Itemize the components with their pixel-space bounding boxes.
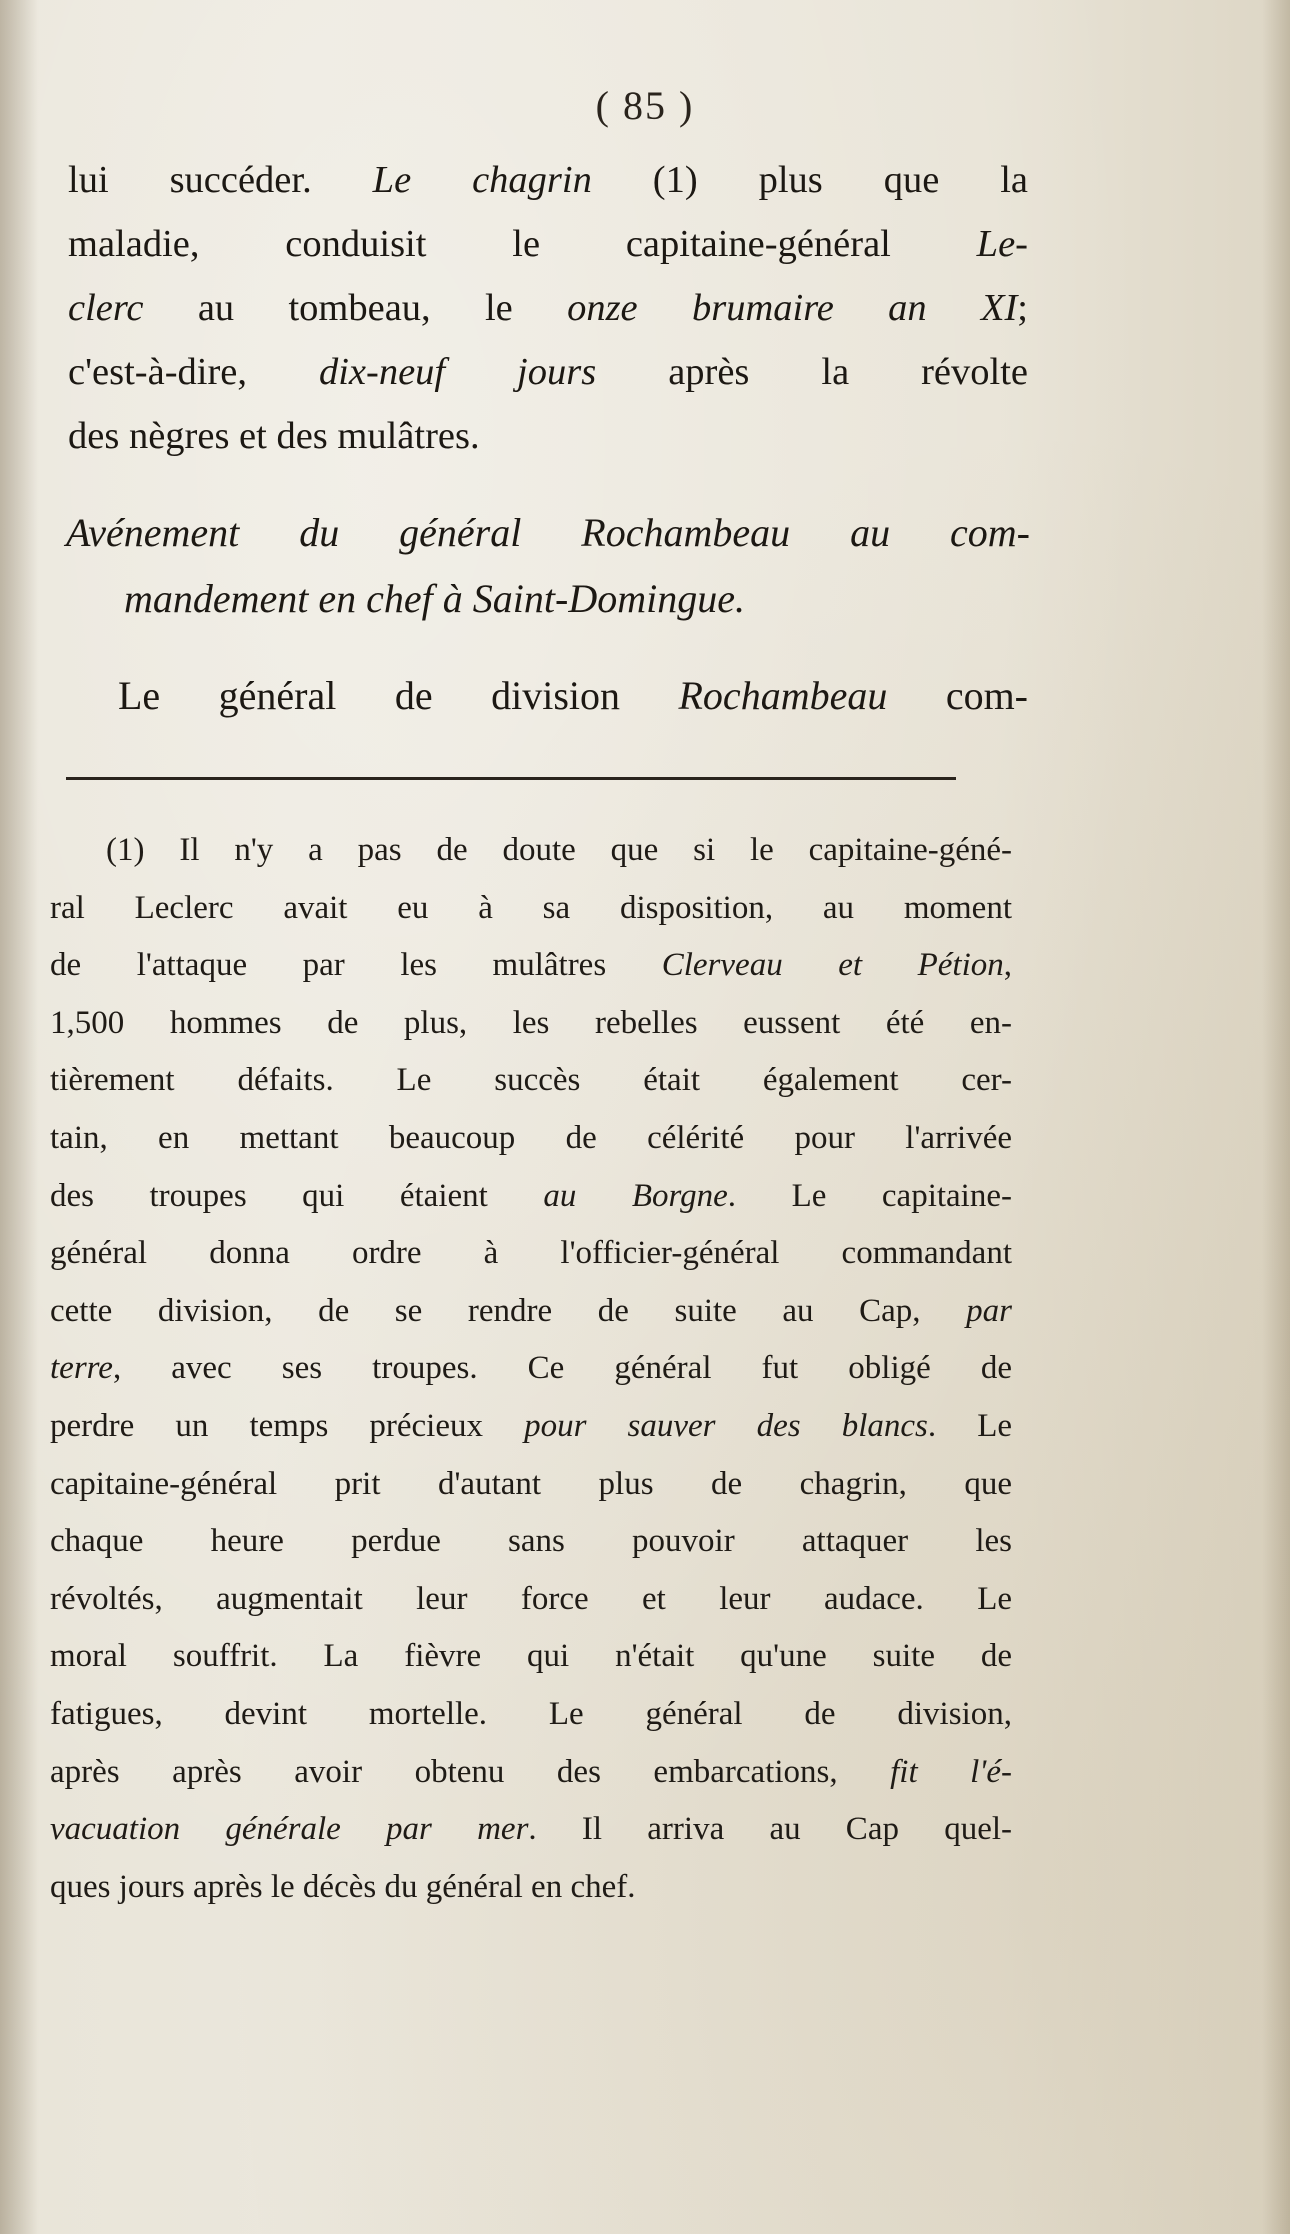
main-line-3 [68, 276, 1028, 340]
footnote-line-3-part-1: de l'attaque par les mulâtres [50, 947, 662, 984]
footnote-line-11-part-1: perdre un temps précieux [50, 1407, 525, 1444]
main-line-2-part-2: Le- [976, 223, 1028, 265]
footnote-line-6 [50, 1110, 1012, 1168]
footnote-line-11-part-2: pour sauver des blancs [524, 1407, 928, 1444]
footnote-line-4 [50, 995, 1012, 1053]
footnote-line-19 [50, 1859, 1012, 1917]
footnote-line-16-part-1: fatigues, devint mortelle. Le général de division, [50, 1695, 1012, 1732]
footnote-line-8-part-1: général donna ordre à l'officier-général commandant [50, 1235, 1012, 1272]
footnote-line-13 [50, 1513, 1012, 1571]
main-line-3-part-5: ; [1017, 287, 1028, 329]
main-line-5-part-1: des nègres et des mulâtres. [68, 415, 480, 457]
main-text-block [68, 148, 1028, 468]
footnote-line-11 [50, 1398, 1012, 1456]
footnote-line-3-part-2: Clerveau et Pétion [661, 947, 1004, 984]
footnote-line-17-part-1: après après avoir obtenu des embarcations, [50, 1753, 891, 1790]
footnote-line-17 [50, 1744, 1012, 1802]
footnote-line-19-part-1: ques jours après le décès du général en chef. [50, 1868, 636, 1905]
main-line-4-part-2: dix-neuf jours [318, 351, 597, 393]
footnote-line-4-part-1: 1,500 hommes de plus, les rebelles eussent été en- [50, 1004, 1012, 1041]
main-line-3-part-4: onze brumaire an XI [567, 287, 1018, 329]
main-line-2 [68, 212, 1028, 276]
main-line-4-part-1: c'est-à-dire, [68, 351, 319, 393]
footnote-line-7 [50, 1168, 1012, 1226]
footnote-line-10 [50, 1340, 1012, 1398]
footnote-line-9-part-2: par [966, 1292, 1012, 1329]
page-number: ( 85 ) [595, 83, 695, 128]
main-line-4-part-3: après la révolte [596, 351, 1028, 393]
footnote-line-7-part-1: des troupes qui étaient [50, 1177, 544, 1214]
main-line-3-part-2: clerc [68, 287, 144, 329]
paragraph-suffix: com- [887, 673, 1029, 718]
footnote-line-16 [50, 1686, 1012, 1744]
main-line-2-part-1: maladie, conduisit le capitaine-général [68, 223, 977, 265]
footnote-line-1-part-1: (1) Il n'y a pas de doute que si le capitaine-géné- [106, 832, 1012, 868]
footnote-line-18-part-2: . Il arriva au Cap quel- [528, 1811, 1012, 1848]
main-line-1-part-3: (1) plus que la [591, 159, 1028, 201]
footnote-line-3-part-3: , [1003, 947, 1013, 984]
footnote-line-3 [50, 937, 1012, 995]
footnote-block [50, 822, 1012, 1916]
footnote-line-2 [50, 880, 1012, 938]
footnote-line-18 [50, 1801, 1012, 1859]
footnote-line-11-part-3: . Le [927, 1407, 1013, 1444]
footnote-line-9 [50, 1283, 1012, 1341]
footnote-line-10-part-2: , avec ses troupes. Ce général fut obligé de [112, 1350, 1012, 1387]
footnote-line-1 [50, 822, 1012, 880]
footnote-line-10-part-1: terre [50, 1350, 113, 1387]
footnote-line-5-part-1: tièrement défaits. Le succès était également cer- [50, 1062, 1012, 1099]
paragraph-name: Rochambeau [678, 673, 888, 718]
footnote-line-2-part-1: ral Leclerc avait eu à sa disposition, au moment [50, 889, 1012, 926]
footnote-line-12 [50, 1456, 1012, 1514]
footnote-line-12-part-1: capitaine-général prit d'autant plus de chagrin, que [50, 1465, 1012, 1502]
main-line-5 [68, 404, 1028, 468]
main-line-1-part-2: Le chagrin [372, 159, 592, 201]
footnote-line-15 [50, 1628, 1012, 1686]
footnote-line-7-part-3: . Le capitaine- [727, 1177, 1012, 1214]
footnote-line-5 [50, 1052, 1012, 1110]
paragraph-start [118, 666, 1028, 726]
footnote-line-18-part-1: vacuation générale par mer [50, 1811, 529, 1848]
main-line-4 [68, 340, 1028, 404]
footnote-line-13-part-1: chaque heure perdue sans pouvoir attaquer les [50, 1523, 1012, 1560]
footnote-line-7-part-2: au Borgne [543, 1177, 728, 1214]
footnote-line-17-part-2: fit l'é- [890, 1753, 1012, 1790]
main-line-1 [68, 148, 1028, 212]
footnote-line-14 [50, 1571, 1012, 1629]
footnote-line-15-part-1: moral souffrit. La fièvre qui n'était qu'une suite de [50, 1638, 1012, 1675]
footnote-line-14-part-1: révoltés, augmentait leur force et leur audace. Le [50, 1580, 1012, 1617]
footnote-line-8 [50, 1225, 1012, 1283]
section-heading [66, 500, 1030, 632]
footnote-line-9-part-1: cette division, de se rendre de suite au Cap, [50, 1292, 967, 1329]
main-line-3-part-3: au tombeau, le [143, 287, 568, 329]
footnote-line-6-part-1: tain, en mettant beaucoup de célérité pour l'arrivée [50, 1119, 1012, 1156]
footnote-separator-rule [66, 777, 956, 780]
paragraph-prefix: Le général de division [118, 673, 679, 718]
section-heading-line-1: Avénement du général Rochambeau au com- [66, 510, 1030, 555]
main-line-1-part-1: lui succéder. [68, 159, 373, 201]
section-heading-line-2: mandement en chef à Saint-Domingue. [124, 576, 745, 621]
